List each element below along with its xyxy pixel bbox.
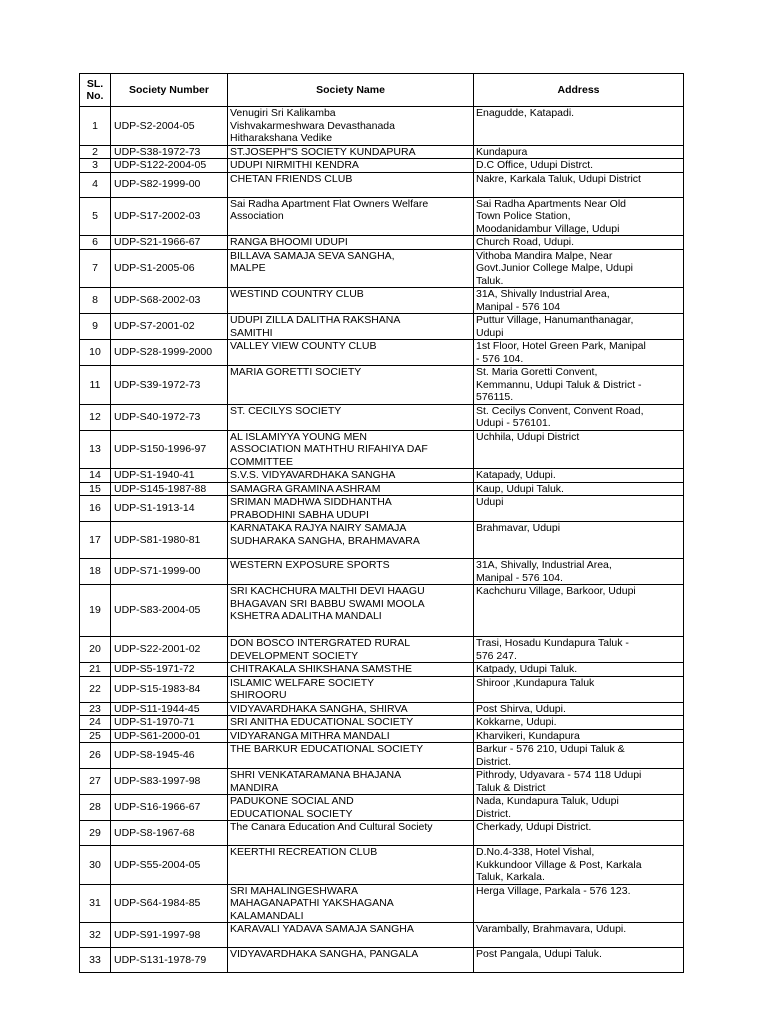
address-line: - 576 104. bbox=[476, 352, 524, 365]
society-name-cell bbox=[228, 743, 474, 769]
society-name-line: ISLAMIC WELFARE SOCIETY bbox=[230, 676, 375, 689]
address-line: Nada, Kundapura Taluk, Udupi bbox=[476, 795, 619, 807]
society-name-line: ASSOCIATION MATHTHU RIFAHIYA DAF bbox=[230, 443, 428, 455]
society-name-cell bbox=[228, 404, 474, 430]
society-number-cell: UDP-S2-2004-05 bbox=[111, 107, 228, 146]
society-name-line: PRABODHINI SABHA UDUPI bbox=[230, 508, 369, 521]
society-number-cell: UDP-S8-1945-46 bbox=[111, 743, 228, 769]
address-line: Brahmavar, Udupi bbox=[476, 522, 561, 534]
society-name-line: MARIA GORETTI SOCIETY bbox=[230, 366, 362, 378]
society-name-line: WESTIND COUNTRY CLUB bbox=[230, 288, 364, 300]
table-row bbox=[80, 107, 684, 146]
address-line: Moodanidambur Village, Udupi bbox=[476, 222, 620, 235]
sl-no-cell: 4 bbox=[80, 172, 111, 197]
table-row bbox=[80, 716, 684, 730]
society-name-cell bbox=[228, 585, 474, 637]
society-name-line: CHETAN FRIENDS CLUB bbox=[230, 172, 353, 185]
society-number-cell: UDP-S7-2001-02 bbox=[111, 314, 228, 340]
society-name-line: Hitharakshana Vedike bbox=[230, 132, 333, 144]
society-name-cell bbox=[228, 159, 474, 173]
society-number-cell: UDP-S22-2001-02 bbox=[111, 637, 228, 663]
address-cell bbox=[474, 404, 684, 430]
address-cell bbox=[474, 769, 684, 795]
address-line: Varambally, Brahmavara, Udupi. bbox=[476, 923, 627, 935]
address-cell bbox=[474, 585, 684, 637]
table-row bbox=[80, 676, 684, 702]
address-cell bbox=[474, 314, 684, 340]
society-number-cell: UDP-S38-1972-73 bbox=[111, 145, 228, 159]
address-line: Katapady, Udupi. bbox=[476, 469, 556, 481]
society-name-line: PADUKONE SOCIAL AND bbox=[230, 795, 354, 807]
society-name-cell bbox=[228, 197, 474, 236]
society-number-cell: UDP-S8-1967-68 bbox=[111, 821, 228, 846]
address-cell bbox=[474, 702, 684, 716]
society-number-cell: UDP-S15-1983-84 bbox=[111, 676, 228, 702]
address-line: Post Pangala, Udupi Taluk. bbox=[476, 948, 602, 960]
table-row bbox=[80, 769, 684, 795]
address-line: District. bbox=[476, 755, 511, 768]
society-name-line: BILLAVA SAMAJA SEVA SANGHA, bbox=[230, 249, 395, 262]
address-line: Vithoba Mandira Malpe, Near bbox=[476, 249, 613, 262]
address-line: Enagudde, Katapadi. bbox=[476, 107, 575, 119]
table-row bbox=[80, 522, 684, 559]
sl-no-cell: 19 bbox=[80, 585, 111, 637]
address-line: Kukkundoor Village & Post, Karkala bbox=[476, 858, 642, 871]
address-cell bbox=[474, 729, 684, 743]
address-cell bbox=[474, 430, 684, 469]
society-name-cell bbox=[228, 249, 474, 288]
society-number-cell: UDP-S83-2004-05 bbox=[111, 585, 228, 637]
society-number-cell: UDP-S81-1980-81 bbox=[111, 522, 228, 559]
table-row bbox=[80, 702, 684, 716]
society-number-cell: UDP-S28-1999-2000 bbox=[111, 340, 228, 366]
address-cell bbox=[474, 249, 684, 288]
address-cell bbox=[474, 821, 684, 846]
society-number-cell: UDP-S64-1984-85 bbox=[111, 884, 228, 923]
table-row bbox=[80, 559, 684, 585]
society-name-line: KSHETRA ADALITHA MANDALI bbox=[230, 610, 382, 622]
society-number-cell: UDP-S83-1997-98 bbox=[111, 769, 228, 795]
society-number-cell: UDP-S68-2002-03 bbox=[111, 288, 228, 314]
society-name-line: SUDHARAKA SANGHA, BRAHMAVARA bbox=[230, 534, 420, 547]
address-line: Manipal - 576 104 bbox=[476, 300, 561, 313]
sl-no-cell: 27 bbox=[80, 769, 111, 795]
table-row bbox=[80, 249, 684, 288]
society-name-line: MANDIRA bbox=[230, 781, 279, 794]
address-cell bbox=[474, 663, 684, 677]
table-row bbox=[80, 404, 684, 430]
society-name-cell bbox=[228, 340, 474, 366]
sl-no-cell: 3 bbox=[80, 159, 111, 173]
society-name-line: SAMITHI bbox=[230, 326, 273, 339]
table-row bbox=[80, 366, 684, 405]
address-line: Taluk. bbox=[476, 274, 504, 287]
society-name-line: COMMITTEE bbox=[230, 455, 293, 468]
society-name-cell bbox=[228, 559, 474, 585]
sl-no-cell: 23 bbox=[80, 702, 111, 716]
address-line: Pithrody, Udyavara - 574 118 Udupi bbox=[476, 769, 642, 781]
address-cell bbox=[474, 366, 684, 405]
table-row bbox=[80, 197, 684, 236]
sl-no-cell: 14 bbox=[80, 469, 111, 483]
table-row bbox=[80, 430, 684, 469]
society-name-line: The Canara Education And Cultural Society bbox=[230, 821, 433, 833]
society-name-cell bbox=[228, 702, 474, 716]
society-name-cell bbox=[228, 663, 474, 677]
address-cell bbox=[474, 469, 684, 483]
address-line: 576 247. bbox=[476, 649, 517, 662]
society-name-line: KALAMANDALI bbox=[230, 909, 304, 922]
address-cell bbox=[474, 522, 684, 559]
address-line: Cherkady, Udupi District. bbox=[476, 821, 592, 833]
table-row bbox=[80, 884, 684, 923]
table-row bbox=[80, 288, 684, 314]
address-line: Udupi bbox=[476, 326, 504, 339]
society-name-cell bbox=[228, 288, 474, 314]
address-cell bbox=[474, 159, 684, 173]
society-name-line: BHAGAVAN SRI BABBU SWAMI MOOLA bbox=[230, 597, 425, 610]
society-number-cell: UDP-S131-1978-79 bbox=[111, 948, 228, 973]
address-cell bbox=[474, 340, 684, 366]
society-name-line: VIDYARANGA MITHRA MANDALI bbox=[230, 729, 390, 742]
society-name-line: Sai Radha Apartment Flat Owners Welfare bbox=[230, 197, 429, 210]
sl-no-cell: 7 bbox=[80, 249, 111, 288]
society-name-line: ST. CECILYS SOCIETY bbox=[230, 404, 342, 417]
address-line: Sai Radha Apartments Near Old bbox=[476, 197, 626, 210]
sl-no-cell: 24 bbox=[80, 716, 111, 730]
address-line: D.C Office, Udupi Distrct. bbox=[476, 159, 594, 171]
society-name-cell bbox=[228, 769, 474, 795]
table-row bbox=[80, 729, 684, 743]
society-name-line: VALLEY VIEW COUNTY CLUB bbox=[230, 340, 377, 352]
society-name-line: SRIMAN MADHWA SIDDHANTHA bbox=[230, 496, 392, 508]
society-number-cell: UDP-S1-1970-71 bbox=[111, 716, 228, 730]
society-name-cell bbox=[228, 637, 474, 663]
society-name-line: CHITRAKALA SHIKSHANA SAMSTHE bbox=[230, 663, 413, 675]
society-number-cell: UDP-S122-2004-05 bbox=[111, 159, 228, 173]
address-line: Uchhila, Udupi District bbox=[476, 430, 580, 443]
address-cell bbox=[474, 846, 684, 885]
society-name-cell bbox=[228, 314, 474, 340]
address-line: St. Cecilys Convent, Convent Road, bbox=[476, 404, 644, 417]
sl-no-cell: 9 bbox=[80, 314, 111, 340]
table-row bbox=[80, 948, 684, 973]
society-name-line: MALPE bbox=[230, 262, 266, 274]
society-name-line: SRI ANITHA EDUCATIONAL SOCIETY bbox=[230, 716, 414, 728]
address-line: Kaup, Udupi Taluk. bbox=[476, 482, 564, 495]
society-number-cell: UDP-S40-1972-73 bbox=[111, 404, 228, 430]
sl-no-cell: 12 bbox=[80, 404, 111, 430]
sl-no-cell: 30 bbox=[80, 846, 111, 885]
society-number-cell: UDP-S5-1971-72 bbox=[111, 663, 228, 677]
address-line: Kharvikeri, Kundapura bbox=[476, 729, 580, 742]
address-cell bbox=[474, 288, 684, 314]
society-name-line: UDUPI NIRMITHI KENDRA bbox=[230, 159, 359, 171]
societies-table bbox=[79, 73, 684, 973]
address-line: Nakre, Karkala Taluk, Udupi District bbox=[476, 172, 641, 185]
society-name-line: KARAVALI YADAVA SAMAJA SANGHA bbox=[230, 923, 414, 935]
sl-no-cell: 10 bbox=[80, 340, 111, 366]
address-line: Udupi - 576101. bbox=[476, 417, 551, 429]
society-name-line: SHRI VENKATARAMANA BHAJANA bbox=[230, 769, 402, 781]
header-society-number: Society Number bbox=[111, 74, 228, 107]
table-row bbox=[80, 923, 684, 948]
address-cell bbox=[474, 637, 684, 663]
society-name-line: Vishvakarmeshwara Devasthanada bbox=[230, 119, 395, 132]
header-sl-no bbox=[80, 74, 111, 107]
address-line: 31A, Shivally Industrial Area, bbox=[476, 288, 610, 300]
header-sl-line1: SL. bbox=[86, 77, 104, 90]
society-name-cell bbox=[228, 821, 474, 846]
society-name-line: WESTERN EXPOSURE SPORTS bbox=[230, 559, 390, 571]
society-name-line: VIDYAVARDHAKA SANGHA, SHIRVA bbox=[230, 702, 408, 715]
society-name-line: SRI KACHCHURA MALTHI DEVI HAAGU bbox=[230, 585, 425, 597]
table-row bbox=[80, 637, 684, 663]
table-row bbox=[80, 159, 684, 173]
address-line: Govt.Junior College Malpe, Udupi bbox=[476, 262, 633, 274]
society-name-cell bbox=[228, 729, 474, 743]
address-line: District. bbox=[476, 807, 511, 820]
address-line: Taluk, Karkala. bbox=[476, 871, 545, 883]
society-number-cell: UDP-S82-1999-00 bbox=[111, 172, 228, 197]
sl-no-cell: 21 bbox=[80, 663, 111, 677]
table-row bbox=[80, 585, 684, 637]
address-cell bbox=[474, 676, 684, 702]
sl-no-cell: 16 bbox=[80, 496, 111, 522]
sl-no-cell: 28 bbox=[80, 795, 111, 821]
society-name-line: KARNATAKA RAJYA NAIRY SAMAJA bbox=[230, 522, 407, 534]
address-line: 1st Floor, Hotel Green Park, Manipal bbox=[476, 340, 646, 352]
sl-no-cell: 17 bbox=[80, 522, 111, 559]
table-row bbox=[80, 496, 684, 522]
sl-no-cell: 33 bbox=[80, 948, 111, 973]
header-row bbox=[80, 74, 684, 107]
society-name-cell bbox=[228, 795, 474, 821]
address-line: 576115. bbox=[476, 391, 514, 403]
address-line: D.No.4-338, Hotel Vishal, bbox=[476, 846, 595, 858]
table-row bbox=[80, 663, 684, 677]
address-cell bbox=[474, 795, 684, 821]
table-row bbox=[80, 795, 684, 821]
table-row bbox=[80, 821, 684, 846]
address-cell bbox=[474, 236, 684, 250]
address-line: Trasi, Hosadu Kundapura Taluk - bbox=[476, 637, 629, 649]
sl-no-cell: 8 bbox=[80, 288, 111, 314]
sl-no-cell: 6 bbox=[80, 236, 111, 250]
address-line: Church Road, Udupi. bbox=[476, 236, 575, 248]
sl-no-cell: 15 bbox=[80, 482, 111, 496]
address-cell bbox=[474, 496, 684, 522]
society-name-line: SAMAGRA GRAMINA ASHRAM bbox=[230, 482, 381, 495]
address-cell bbox=[474, 482, 684, 496]
table-row bbox=[80, 469, 684, 483]
address-line: St. Maria Goretti Convent, bbox=[476, 366, 598, 378]
society-name-cell bbox=[228, 469, 474, 483]
society-number-cell: UDP-S91-1997-98 bbox=[111, 923, 228, 948]
address-cell bbox=[474, 948, 684, 973]
sl-no-cell: 25 bbox=[80, 729, 111, 743]
society-name-line: SHIROORU bbox=[230, 689, 287, 701]
sl-no-cell: 32 bbox=[80, 923, 111, 948]
society-name-cell bbox=[228, 172, 474, 197]
table-row bbox=[80, 145, 684, 159]
sl-no-cell: 18 bbox=[80, 559, 111, 585]
table-body bbox=[80, 107, 684, 973]
society-name-line: VIDYAVARDHAKA SANGHA, PANGALA bbox=[230, 948, 419, 960]
society-name-cell bbox=[228, 716, 474, 730]
society-number-cell: UDP-S145-1987-88 bbox=[111, 482, 228, 496]
address-line: Udupi bbox=[476, 496, 504, 508]
table-row bbox=[80, 314, 684, 340]
address-line: Town Police Station, bbox=[476, 210, 571, 222]
address-cell bbox=[474, 145, 684, 159]
address-line: Shiroor ,Kundapura Taluk bbox=[476, 676, 595, 689]
society-name-line: EDUCATIONAL SOCIETY bbox=[230, 807, 353, 820]
society-name-cell bbox=[228, 366, 474, 405]
society-name-line: ST.JOSEPH"S SOCIETY KUNDAPURA bbox=[230, 145, 416, 158]
sl-no-cell: 29 bbox=[80, 821, 111, 846]
society-name-cell bbox=[228, 846, 474, 885]
table-row bbox=[80, 340, 684, 366]
society-name-cell bbox=[228, 496, 474, 522]
society-name-line: Venugiri Sri Kalikamba bbox=[230, 107, 336, 119]
table-row bbox=[80, 236, 684, 250]
sl-no-cell: 20 bbox=[80, 637, 111, 663]
society-name-cell bbox=[228, 430, 474, 469]
society-number-cell: UDP-S150-1996-97 bbox=[111, 430, 228, 469]
sl-no-cell: 2 bbox=[80, 145, 111, 159]
society-number-cell: UDP-S17-2002-03 bbox=[111, 197, 228, 236]
address-line: Taluk & District bbox=[476, 781, 546, 794]
table-row bbox=[80, 846, 684, 885]
sl-no-cell: 13 bbox=[80, 430, 111, 469]
address-line: Manipal - 576 104. bbox=[476, 571, 563, 584]
society-name-cell bbox=[228, 145, 474, 159]
sl-no-cell: 11 bbox=[80, 366, 111, 405]
table-row bbox=[80, 482, 684, 496]
address-line: Kemmannu, Udupi Taluk & District - bbox=[476, 378, 642, 391]
address-line: Kachchuru Village, Barkoor, Udupi bbox=[476, 585, 636, 597]
table-row bbox=[80, 172, 684, 197]
society-name-line: UDUPI ZILLA DALITHA RAKSHANA bbox=[230, 314, 401, 326]
society-name-cell bbox=[228, 522, 474, 559]
address-cell bbox=[474, 743, 684, 769]
sl-no-cell: 31 bbox=[80, 884, 111, 923]
society-name-line: SRI MAHALINGESHWARA bbox=[230, 884, 358, 897]
address-cell bbox=[474, 884, 684, 923]
society-name-cell bbox=[228, 923, 474, 948]
address-line: 31A, Shivally, Industrial Area, bbox=[476, 559, 612, 571]
address-line: Kokkarne, Udupi. bbox=[476, 716, 557, 728]
society-name-line: Association bbox=[230, 210, 284, 222]
society-number-cell: UDP-S16-1966-67 bbox=[111, 795, 228, 821]
address-cell bbox=[474, 716, 684, 730]
sl-no-cell: 26 bbox=[80, 743, 111, 769]
society-name-cell bbox=[228, 884, 474, 923]
society-name-line: AL ISLAMIYYA YOUNG MEN bbox=[230, 430, 367, 443]
address-line: Puttur Village, Hanumanthanagar, bbox=[476, 314, 634, 326]
society-name-line: DON BOSCO INTERGRATED RURAL bbox=[230, 637, 411, 649]
society-name-line: MAHAGANAPATHI YAKSHAGANA bbox=[230, 897, 394, 909]
sl-no-cell: 5 bbox=[80, 197, 111, 236]
society-name-line: KEERTHI RECREATION CLUB bbox=[230, 846, 378, 858]
address-cell bbox=[474, 923, 684, 948]
address-cell bbox=[474, 107, 684, 146]
society-name-line: S.V.S. VIDYAVARDHAKA SANGHA bbox=[230, 469, 396, 481]
society-number-cell: UDP-S11-1944-45 bbox=[111, 702, 228, 716]
society-name-line: THE BARKUR EDUCATIONAL SOCIETY bbox=[230, 743, 424, 755]
society-number-cell: UDP-S1-2005-06 bbox=[111, 249, 228, 288]
header-address: Address bbox=[474, 74, 684, 107]
society-number-cell: UDP-S61-2000-01 bbox=[111, 729, 228, 743]
address-line: Herga Village, Parkala - 576 123. bbox=[476, 884, 631, 897]
sl-no-cell: 22 bbox=[80, 676, 111, 702]
society-number-cell: UDP-S1-1940-41 bbox=[111, 469, 228, 483]
address-line: Kundapura bbox=[476, 145, 528, 158]
society-name-cell bbox=[228, 948, 474, 973]
address-line: Post Shirva, Udupi. bbox=[476, 702, 566, 715]
sl-no-cell: 1 bbox=[80, 107, 111, 146]
society-number-cell: UDP-S1-1913-14 bbox=[111, 496, 228, 522]
society-name-line: RANGA BHOOMI UDUPI bbox=[230, 236, 348, 248]
society-number-cell: UDP-S39-1972-73 bbox=[111, 366, 228, 405]
header-society-name: Society Name bbox=[228, 74, 474, 107]
society-number-cell: UDP-S71-1999-00 bbox=[111, 559, 228, 585]
address-cell bbox=[474, 559, 684, 585]
society-name-cell bbox=[228, 236, 474, 250]
society-name-cell bbox=[228, 482, 474, 496]
header-sl-line2: No. bbox=[86, 90, 104, 102]
table-row bbox=[80, 743, 684, 769]
society-number-cell: UDP-S55-2004-05 bbox=[111, 846, 228, 885]
address-cell bbox=[474, 172, 684, 197]
society-name-cell bbox=[228, 676, 474, 702]
society-name-line: DEVELOPMENT SOCIETY bbox=[230, 649, 359, 662]
address-line: Katpady, Udupi Taluk. bbox=[476, 663, 578, 675]
society-name-cell bbox=[228, 107, 474, 146]
address-line: Barkur - 576 210, Udupi Taluk & bbox=[476, 743, 625, 755]
society-number-cell: UDP-S21-1966-67 bbox=[111, 236, 228, 250]
address-cell bbox=[474, 197, 684, 236]
